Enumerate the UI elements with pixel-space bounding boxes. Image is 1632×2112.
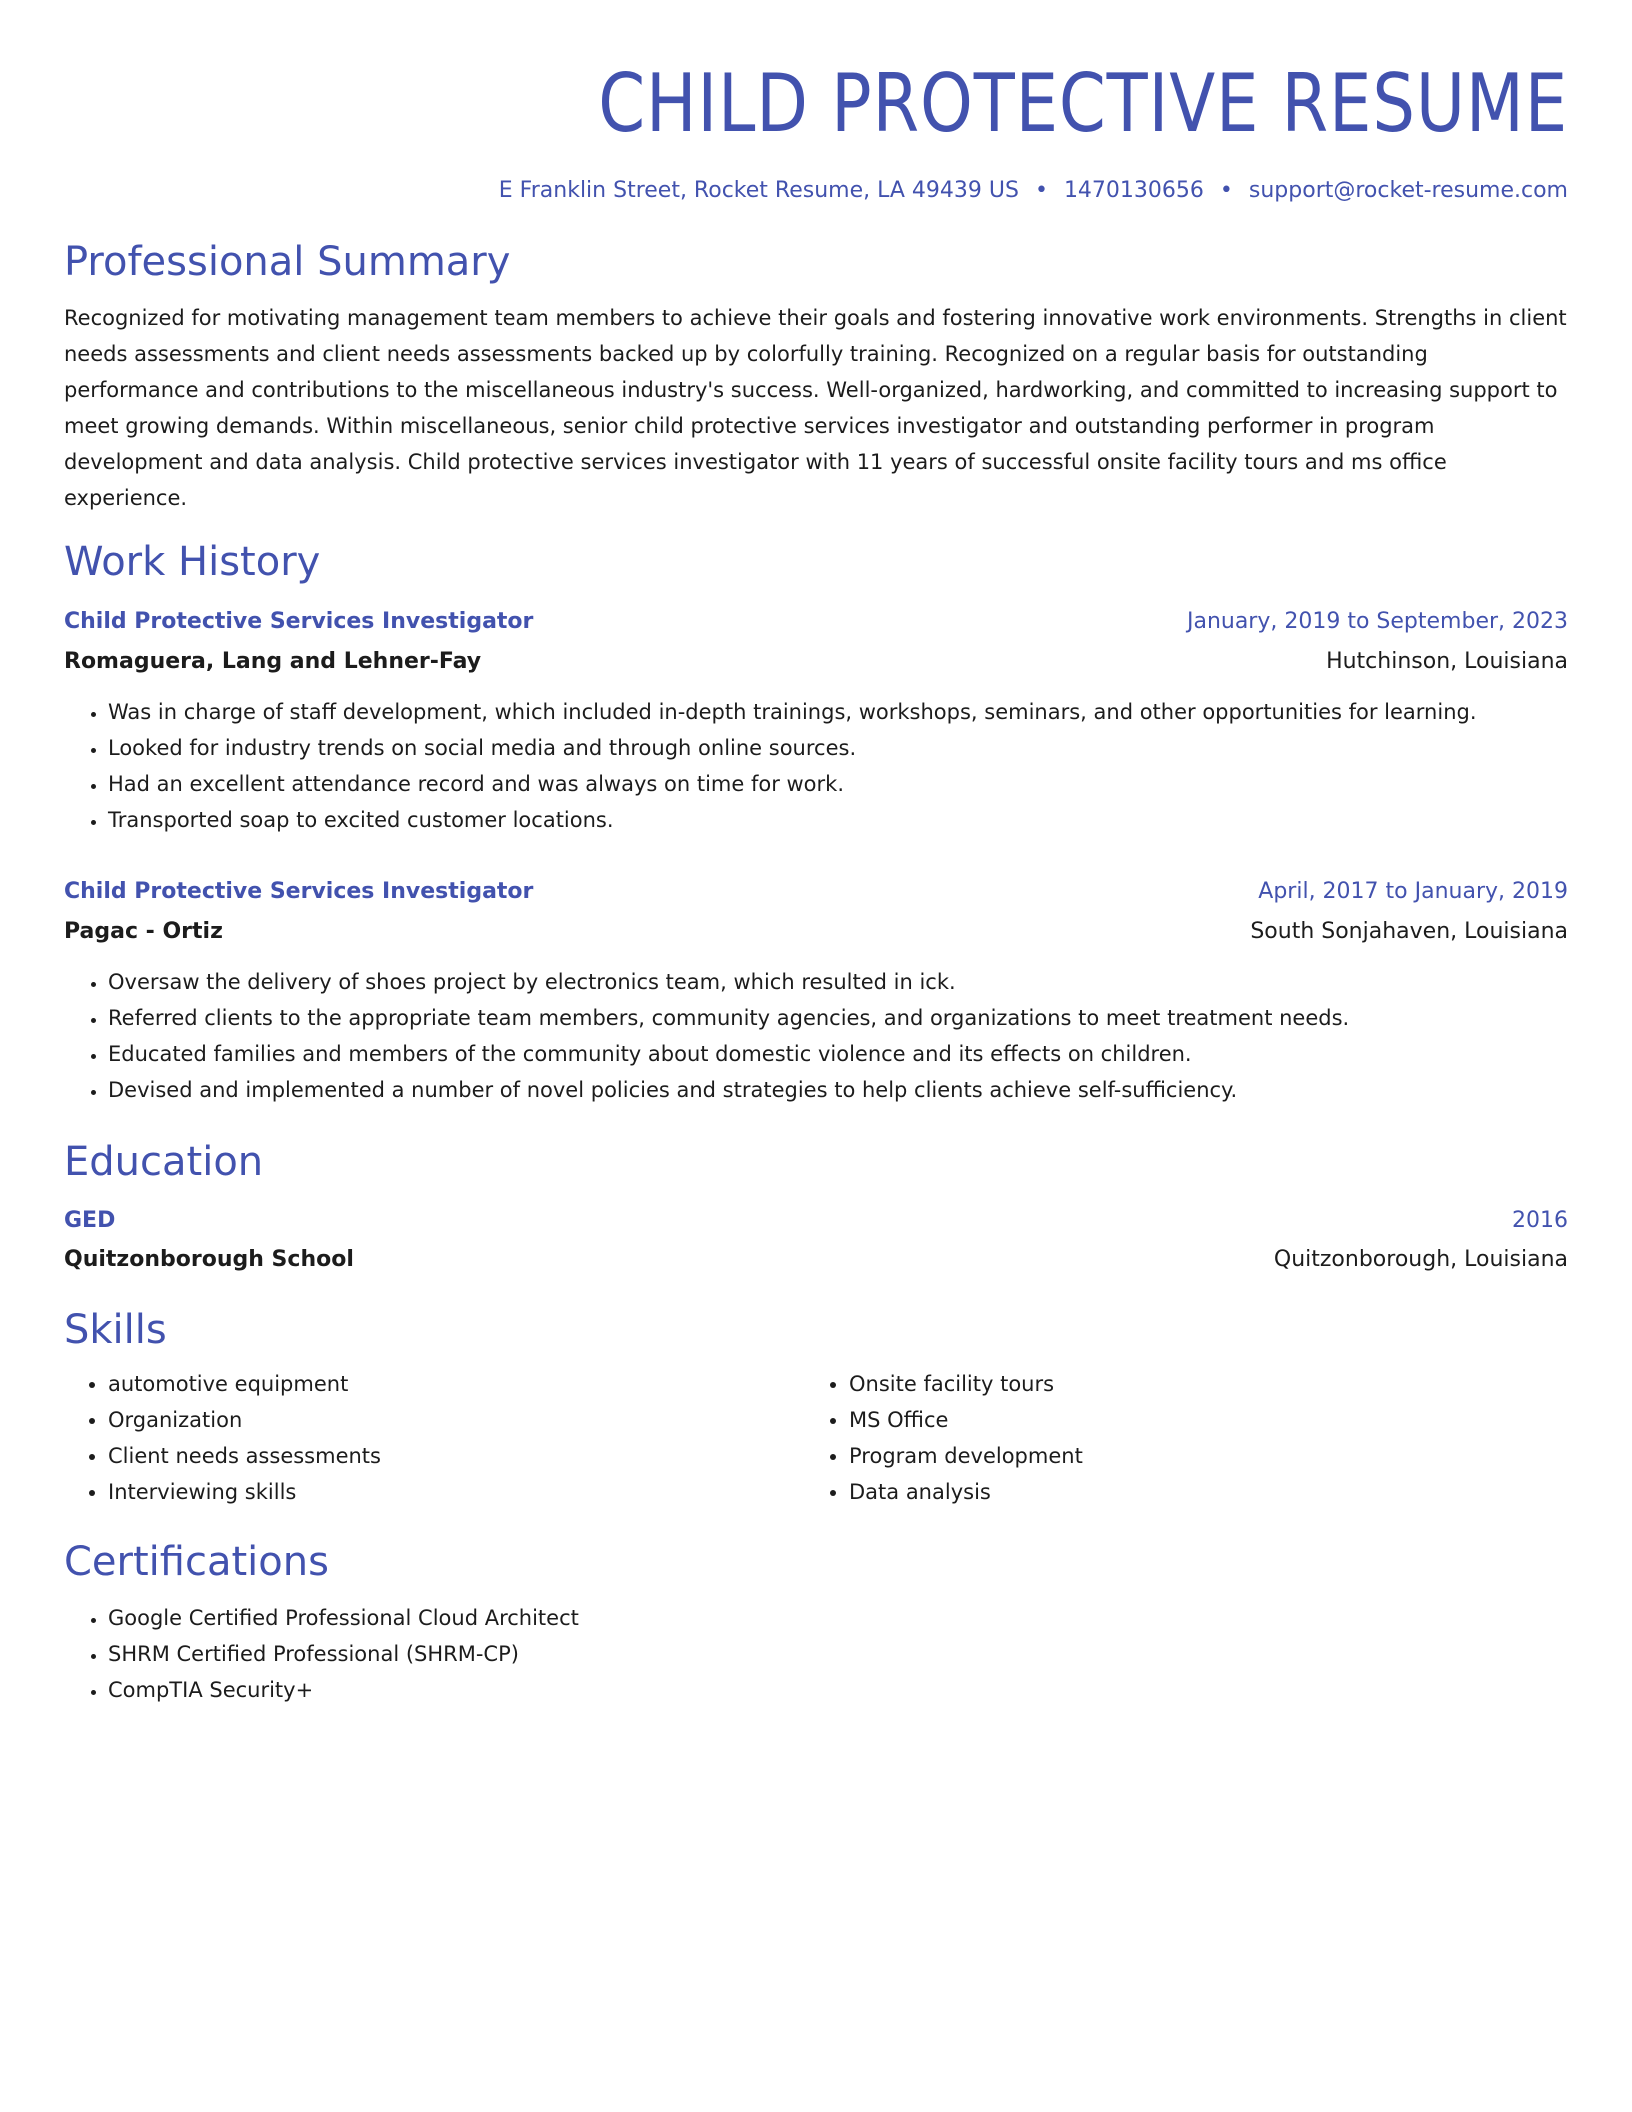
skill-item: • Interviewing skills <box>108 1474 805 1510</box>
skills-column-left <box>64 1366 805 1510</box>
education-location: Quitzonborough, Louisiana <box>1273 1247 1568 1272</box>
contact-email[interactable]: support@rocket-resume.com <box>1248 178 1568 203</box>
job-dates: January, 2019 to September, 2023 <box>1186 609 1568 634</box>
education-year: 2016 <box>1512 1208 1568 1233</box>
certifications-heading: Certifications <box>64 1539 329 1585</box>
list-item: • Looked for industry trends on social media and through online sources. <box>108 730 1568 766</box>
list-item: • Had an excellent attendance record and was always on time for work. <box>108 766 1568 802</box>
skills-column-right <box>805 1366 1546 1510</box>
job-dates: April, 2017 to January, 2019 <box>1258 879 1568 904</box>
list-item: • Transported soap to excited customer locations. <box>108 802 1568 838</box>
job-header-row <box>64 872 1568 912</box>
skill-item: • Program development <box>849 1438 1546 1474</box>
education-entry <box>64 1202 1568 1280</box>
job-title: Child Protective Services Investigator <box>64 609 534 634</box>
job-company: Romaguera, Lang and Lehner-Fay <box>64 649 482 674</box>
separator-dot: • <box>1219 178 1233 203</box>
contact-phone: 1470130656 <box>1063 178 1204 203</box>
contact-line <box>64 174 1568 208</box>
education-header-row <box>64 1202 1568 1240</box>
education-school: Quitzonborough School <box>64 1247 354 1272</box>
job-entry <box>64 602 1568 838</box>
skill-item: • Onsite facility tours <box>849 1366 1546 1402</box>
work-history-heading: Work History <box>64 539 321 585</box>
education-school-row <box>64 1240 1568 1280</box>
skill-item: • Data analysis <box>849 1474 1546 1510</box>
skills-heading: Skills <box>64 1307 167 1353</box>
certification-item: • SHRM Certified Professional (SHRM-CP) <box>108 1636 1568 1672</box>
job-location: Hutchinson, Louisiana <box>1326 649 1568 674</box>
separator-dot: • <box>1034 178 1048 203</box>
job-bullets <box>64 964 1568 1108</box>
job-entry <box>64 872 1568 1108</box>
job-company-row <box>64 642 1568 682</box>
certification-item: • Google Certified Professional Cloud Architect <box>108 1600 1568 1636</box>
certification-item: • CompTIA Security+ <box>108 1672 1568 1708</box>
skill-item: • MS Office <box>849 1402 1546 1438</box>
skill-item: • Client needs assessments <box>108 1438 805 1474</box>
summary-text: Recognized for motivating management team members to achieve their goals and fostering innovative work environments. Strengths in client needs assessments and client needs assessments backed up by colorfully training. Recognized on a regular basis for outstanding performance and contributions to the miscellaneous industry's success. Well-organized, hardworking, and committed to increasing support to meet growing demands. Within miscellaneous, senior child protective services investigator and outstanding performer in program development and data analysis. Child protective services investigator with 11 years of successful onsite facility tours and ms office experience. <box>64 306 1567 510</box>
skill-item: • automotive equipment <box>108 1366 805 1402</box>
list-item: • Educated families and members of the community about domestic violence and its effects on children. <box>108 1036 1568 1072</box>
job-title: Child Protective Services Investigator <box>64 879 534 904</box>
list-item: • Oversaw the delivery of shoes project by electronics team, which resulted in ick. <box>108 964 1568 1000</box>
skill-item: • Organization <box>108 1402 805 1438</box>
certifications-list <box>64 1600 1568 1708</box>
resume-name: CHILD PROTECTIVE RESUME <box>598 57 1568 150</box>
education-degree: GED <box>64 1208 116 1233</box>
resume-page <box>64 0 1568 1708</box>
list-item: • Referred clients to the appropriate team members, community agencies, and organizations to meet treatment needs. <box>108 1000 1568 1036</box>
job-company-row <box>64 912 1568 952</box>
job-header-row <box>64 602 1568 642</box>
job-company: Pagac - Ortiz <box>64 919 223 944</box>
list-item: • Devised and implemented a number of novel policies and strategies to help clients achieve self-sufficiency. <box>108 1072 1568 1108</box>
job-bullets <box>64 694 1568 838</box>
job-location: South Sonjahaven, Louisiana <box>1250 919 1568 944</box>
skills-grid <box>64 1366 1568 1510</box>
education-heading: Education <box>64 1139 264 1185</box>
list-item: • Was in charge of staff development, which included in-depth trainings, workshops, seminars, and other opportunities for learning. <box>108 694 1568 730</box>
contact-address: E Franklin Street, Rocket Resume, LA 49439 US <box>498 178 1019 203</box>
summary-heading: Professional Summary <box>64 239 511 285</box>
